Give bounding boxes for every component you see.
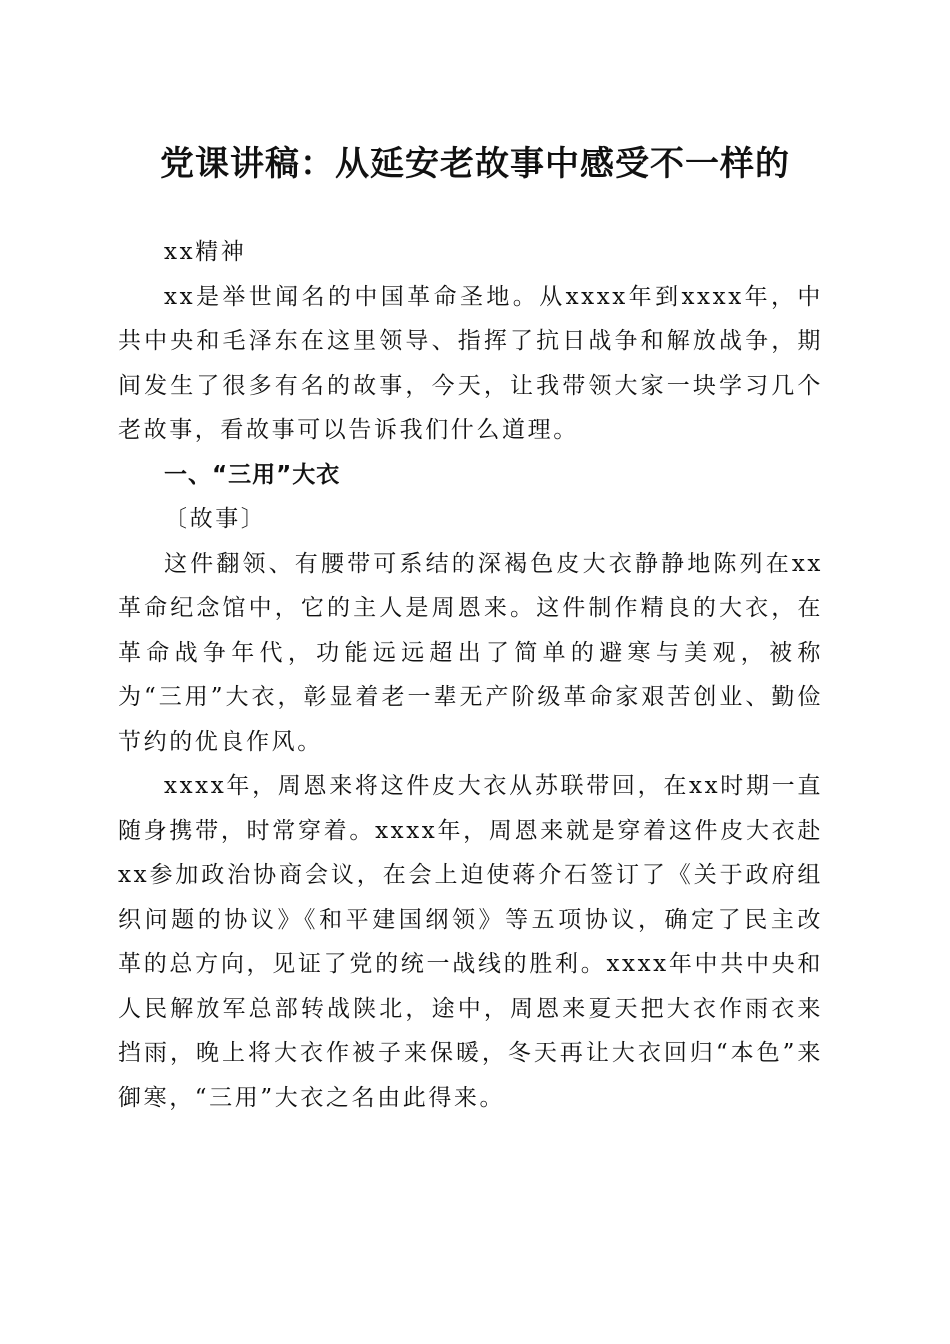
document-body xyxy=(118,230,823,1120)
intro-paragraph: xx是举世闻名的中国革命圣地。从xxxx年到xxxx年，中共中央和毛泽东在这里领导、指挥了抗日战争和解放战争，期间发生了很多有名的故事，今天，让我带领大家一块学习几个老故事，看故事可以告诉我们什么道理。 xyxy=(118,283,823,443)
story-label: 〔故事〕 xyxy=(164,506,267,532)
story-paragraph-1: 这件翻领、有腰带可系结的深褐色皮大衣静静地陈列在xx革命纪念馆中，它的主人是周恩来。这件制作精良的大衣，在革命战争年代，功能远远超出了简单的避寒与美观，被称为“三用”大衣，彰显着老一辈无产阶级革命家艰苦创业、勤俭节约的优良作风。 xyxy=(118,550,823,755)
document-title: 党课讲稿：从延安老故事中感受不一样的 xyxy=(160,144,790,184)
story-paragraph-2: xxxx年，周恩来将这件皮大衣从苏联带回，在xx时期一直随身携带，时常穿着。xxxx年，周恩来就是穿着这件皮大衣赴xx参加政治协商会议，在会上迫使蒋介石签订了《关于政府组织问题的协议》《和平建国纲领》等五项协议，确定了民主改革的总方向，见证了党的统一战线的胜利。xxxx年中共中央和人民解放军总部转战陕北，途中，周恩来夏天把大衣作雨衣来挡雨，晚上将大衣作被子来保暖，冬天再让大衣回归“本色”来御寒，“三用”大衣之名由此得来。 xyxy=(118,773,823,1111)
section-heading-1: 一、“三用”大衣 xyxy=(164,461,341,488)
title-continuation: xx精神 xyxy=(164,239,247,265)
